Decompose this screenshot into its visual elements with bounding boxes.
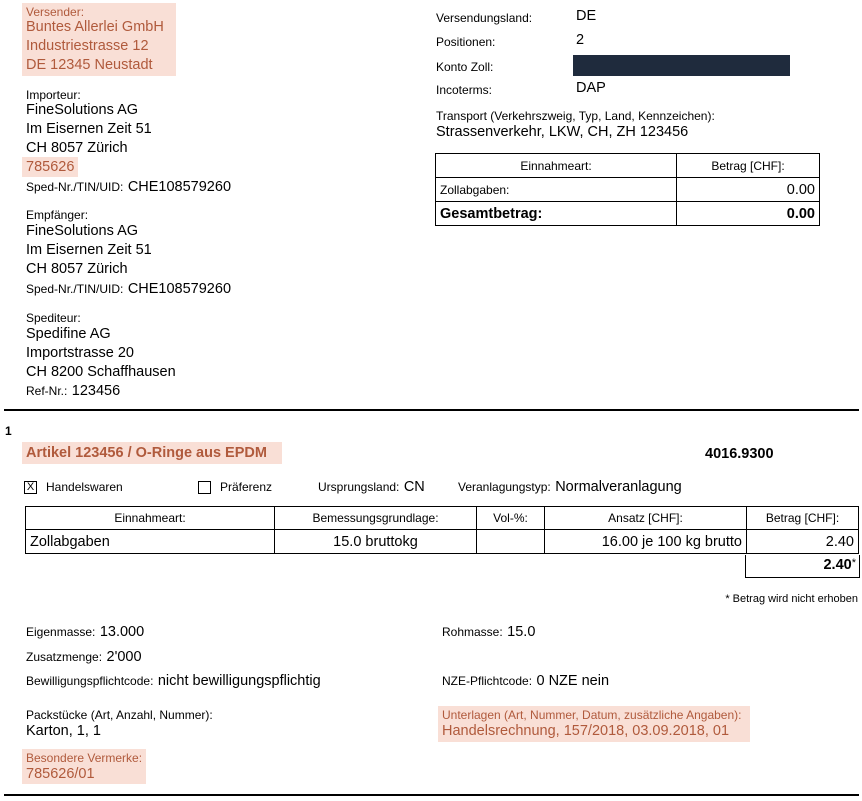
net-mass [26, 623, 144, 641]
transport-value: Strassenverkehr, LKW, CH, ZH 123456 [436, 124, 689, 140]
preference-checkbox[interactable] [198, 481, 211, 494]
assessment-value: Normalveranlagung [555, 479, 682, 495]
origin-label: Ursprungsland: [318, 480, 400, 494]
nze-label: NZE-Pflichtcode: [442, 674, 533, 688]
importer-number: 785626 [26, 159, 75, 175]
recipient-sped [26, 280, 231, 298]
sender-name: Buntes Allerlei GmbH [26, 19, 164, 35]
packages-value: Karton, 1, 1 [26, 723, 101, 739]
section-divider-top [4, 409, 859, 411]
account-redacted [573, 55, 790, 76]
transport-label: Transport (Verkehrszweig, Typ, Land, Kennzeichen): [436, 109, 715, 123]
duty-total-value: 2.40 [823, 557, 852, 573]
documents-value: Handelsrechnung, 157/2018, 03.09.2018, 01 [442, 723, 730, 739]
extra-qty-value: 2'000 [106, 649, 142, 665]
country-value: DE [576, 8, 597, 24]
duty-footnote: * Betrag wird nicht erhoben [725, 593, 858, 605]
duty-row-vol [477, 530, 545, 554]
sender-city: DE 12345 Neustadt [26, 57, 153, 73]
packages-label: Packstücke (Art, Anzahl, Nummer): [26, 708, 213, 722]
extra-qty-label: Zusatzmenge: [26, 650, 103, 664]
country-label: Versendungsland: [436, 11, 533, 25]
permit-label: Bewilligungspflichtcode: [26, 674, 154, 688]
trade-goods-label: Handelswaren [46, 480, 123, 494]
summary-row-label: Zollabgaben: [436, 178, 677, 202]
forwarder-ref [26, 382, 120, 400]
tariff-number: 4016.9300 [705, 446, 774, 462]
importer-sped-value: CHE108579260 [127, 179, 232, 195]
duty-total-mark: * [851, 557, 856, 569]
forwarder-label: Spediteur: [26, 311, 81, 325]
duty-row-type: Zollabgaben [26, 530, 275, 554]
nze-value: 0 NZE nein [536, 673, 610, 689]
sender-street: Industriestrasse 12 [26, 38, 149, 54]
forwarder-ref-value: 123456 [71, 383, 121, 399]
origin-value: CN [403, 479, 425, 495]
extra-qty [26, 648, 142, 666]
importer-sped-label: Sped-Nr./TIN/UID: [26, 180, 124, 194]
recipient-city: CH 8057 Zürich [26, 261, 128, 277]
duty-header-type: Einnahmeart: [26, 507, 275, 530]
net-mass-label: Eigenmasse: [26, 625, 96, 639]
assessment-type [458, 478, 682, 496]
documents-label: Unterlagen (Art, Nummer, Datum, zusätzliche Angaben): [442, 708, 742, 722]
remarks-label: Besondere Vermerke: [26, 751, 143, 765]
recipient-label: Empfänger: [26, 208, 89, 222]
permit-code [26, 672, 321, 690]
duty-total [823, 557, 856, 573]
positions-value: 2 [576, 32, 585, 48]
importer-label: Importeur: [26, 88, 81, 102]
duty-row-rate: 16.00 je 100 kg brutto [545, 530, 747, 554]
incoterms-label: Incoterms: [436, 83, 493, 97]
duty-header-amount: Betrag [CHF]: [747, 507, 859, 530]
duty-row-amount: 2.40 [747, 530, 859, 554]
importer-city: CH 8057 Zürich [26, 140, 128, 156]
origin [318, 478, 425, 496]
forwarder-name: Spedifine AG [26, 326, 111, 342]
duty-row-basis: 15.0 bruttokg [275, 530, 477, 554]
recipient-sped-label: Sped-Nr./TIN/UID: [26, 282, 124, 296]
summary-total-label: Gesamtbetrag: [436, 202, 677, 226]
trade-goods-checkbox[interactable]: X [24, 481, 37, 494]
summary-header-type: Einnahmeart: [436, 154, 677, 178]
gross-mass-label: Rohmasse: [442, 625, 503, 639]
remarks-value: 785626/01 [26, 766, 95, 782]
forwarder-city: CH 8200 Schaffhausen [26, 364, 176, 380]
duty-table [25, 506, 859, 554]
duty-header-vol: Vol-%: [477, 507, 545, 530]
gross-mass [442, 623, 535, 641]
summary-row-value: 0.00 [677, 178, 820, 202]
summary-table [435, 153, 820, 226]
recipient-sped-value: CHE108579260 [127, 281, 232, 297]
sender-label: Versender: [26, 5, 85, 19]
net-mass-value: 13.000 [99, 624, 145, 640]
nze-code [442, 672, 609, 690]
incoterms-value: DAP [576, 80, 606, 96]
forwarder-street: Importstrasse 20 [26, 345, 134, 361]
duty-header-rate: Ansatz [CHF]: [545, 507, 747, 530]
positions-label: Positionen: [436, 35, 496, 49]
assessment-label: Veranlagungstyp: [458, 480, 551, 494]
gross-mass-value: 15.0 [507, 624, 536, 640]
importer-sped [26, 178, 231, 196]
recipient-name: FineSolutions AG [26, 223, 139, 239]
summary-header-amount: Betrag [CHF]: [677, 154, 820, 178]
importer-name: FineSolutions AG [26, 102, 139, 118]
section-divider-bottom [4, 794, 859, 796]
forwarder-ref-label: Ref-Nr.: [26, 384, 68, 398]
summary-total-value: 0.00 [677, 202, 820, 226]
preference-label: Präferenz [220, 480, 273, 494]
account-label: Konto Zoll: [436, 60, 494, 74]
recipient-street: Im Eisernen Zeit 51 [26, 242, 152, 258]
importer-street: Im Eisernen Zeit 51 [26, 121, 152, 137]
duty-header-basis: Bemessungsgrundlage: [275, 507, 477, 530]
permit-value: nicht bewilligungspflichtig [157, 673, 321, 689]
position-number: 1 [5, 424, 12, 438]
article-title: Artikel 123456 / O-Ringe aus EPDM [26, 445, 267, 461]
